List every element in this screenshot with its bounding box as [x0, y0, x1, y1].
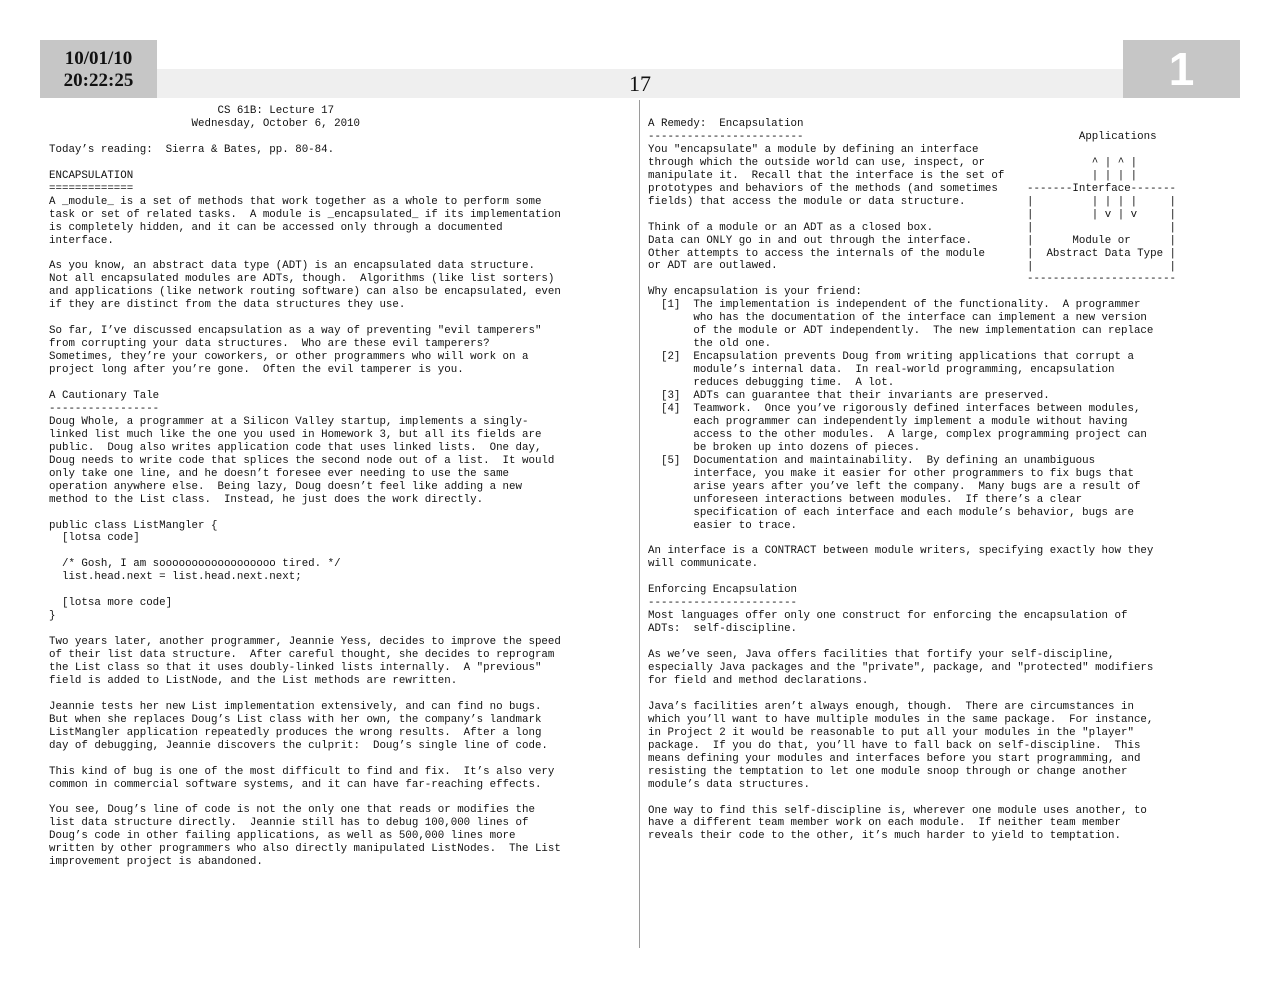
print-date-box	[40, 40, 157, 98]
page-label: 17	[629, 71, 651, 96]
print-date: 10/01/10	[64, 48, 133, 69]
left-column-text: CS 61B: Lecture 17 Wednesday, October 6, 2010 Today’s reading: Sierra & Bates, pp. 80-84. ENCAPSULATION ============= A _module_ is a set of methods that work together as a whole to perform some task or set of related tasks. A module is _encapsulated_ if its implementation is completely hidden, and it can be accessed only through a documented interface. As you know, an abstract data type (ADT) is an encapsulated data structure. Not all encapsulated modules are ADTs, though. Algorithms (like list sorters) and applications (like network routing software) can also be encapsulated, even if they are distinct from the data structures they use. So far, I’ve discussed encapsulation as a way of preventing "evil tamperers" from corrupting your data structures. Who are these evil tamperers? Sometimes, they’re your coworkers, or other programmers who will work on a project long after you’re gone. Often the evil tamperer is you. A Cautionary Tale ----------------- Doug Whole, a programmer at a Silicon Valley startup, implements a singly- linked list much like the one you used in Homework 3, but all its fields are public. Doug also writes application code that uses linked lists. One day, Doug needs to write code that splices the second node out of a list. It would only take one line, and he doesn’t foresee ever needing to use the same operation anywhere else. Being lazy, Doug doesn’t feel like adding a new method to the List class. Instead, he just does the work directly. public class ListMangler { [lotsa code] /* Gosh, I am soooooooooooooooooo tired. */ list.head.next = list.head.next.next; [lotsa more code] } Two years later, another programmer, Jeannie Yess, decides to improve the speed of their list data structure. After careful thought, she decides to reprogram the List class so that it uses doubly-linked lists internally. A "previous" field is added to ListNode, and the List methods are rewritten. Jeannie tests her new List implementation extensively, and can find no bugs. But when she replaces Doug’s List class with her own, the company’s landmark ListMangler application repeatedly produces the wrong results. After a long day of debugging, Jeannie discovers the culprit: Doug’s single line of code. This kind of bug is one of the most difficult to find and fix. It’s also very common in commercial software systems, and it can have far-reaching effects. You see, Doug’s line of code is not the only one that reads or modifies the list data structure directly. Jeannie still has to debug 100,000 lines of Doug’s code in other failing applications, as well as 500,000 lines more written by other programmers who also directly manipulated ListNodes. The List improvement project is abandoned.	[49, 105, 561, 869]
sheet-number: 1	[1123, 40, 1240, 98]
interface-diagram: Applications ^ | ^ | | | | | -------Interface------- | | | | | | | | v | v | | | | Module or | | Abstract Data Type | | | -----------------------	[1027, 131, 1177, 286]
print-time: 20:22:25	[63, 70, 134, 91]
column-divider	[639, 100, 640, 948]
right-column-text: A Remedy: Encapsulation ------------------------ You "encapsulate" a module by defining an interface through which the outside world can use, inspect, or manipulate it. Recall that the interface is the set of prototypes and behaviors of the methods (and sometimes fields) that access the module or data structure. Think of a module or an ADT as a closed box. Data can ONLY go in and out through the interface. Other attempts to access the internals of the module or ADT are outlawed. Why encapsulation is your friend: [1] The implementation is independent of the functionality. A programmer who has the documentation of the interface can implement a new version of the module or ADT independently. The new implementation can replace the old one. [2] Encapsulation prevents Doug from writing applications that corrupt a module’s internal data. In real-world programming, encapsulation reduces debugging time. A lot. [3] ADTs can guarantee that their invariants are preserved. [4] Teamwork. Once you’ve rigorously defined interfaces between modules, each programmer can independently implement a module without having access to the other modules. A large, complex programming project can be broken up into dozens of pieces. [5] Documentation and maintainability. By defining an unambiguous interface, you make it easier for other programmers to fix bugs that arise years after you’ve left the company. Many bugs are a result of unforeseen interactions between modules. If there’s a clear specification of each interface and each module’s behavior, bugs are easier to trace. An interface is a CONTRACT between module writers, specifying exactly how they will communicate. Enforcing Encapsulation ----------------------- Most languages offer only one construct for enforcing the encapsulation of ADTs: self-discipline. As we’ve seen, Java offers facilities that fortify your self-discipline, especially Java packages and the "private", package, and "protected" modifiers for field and method declarations. Java’s facilities aren’t always enough, though. There are circumstances in which you’ll want to have multiple modules in the same package. For instance, in Project 2 it would be reasonable to put all your modules in the "player" package. If you do that, you’ll have to fall back on self-discipline. This means defining your modules and interfaces before you start programming, and resisting the temptation to let one module snoop through or change another module’s data structures. One way to find this self-discipline is, wherever one module uses another, to have a different team member work on each module. If neither team member reveals their code to the other, it’s much harder to yield to temptation.	[648, 118, 1154, 843]
